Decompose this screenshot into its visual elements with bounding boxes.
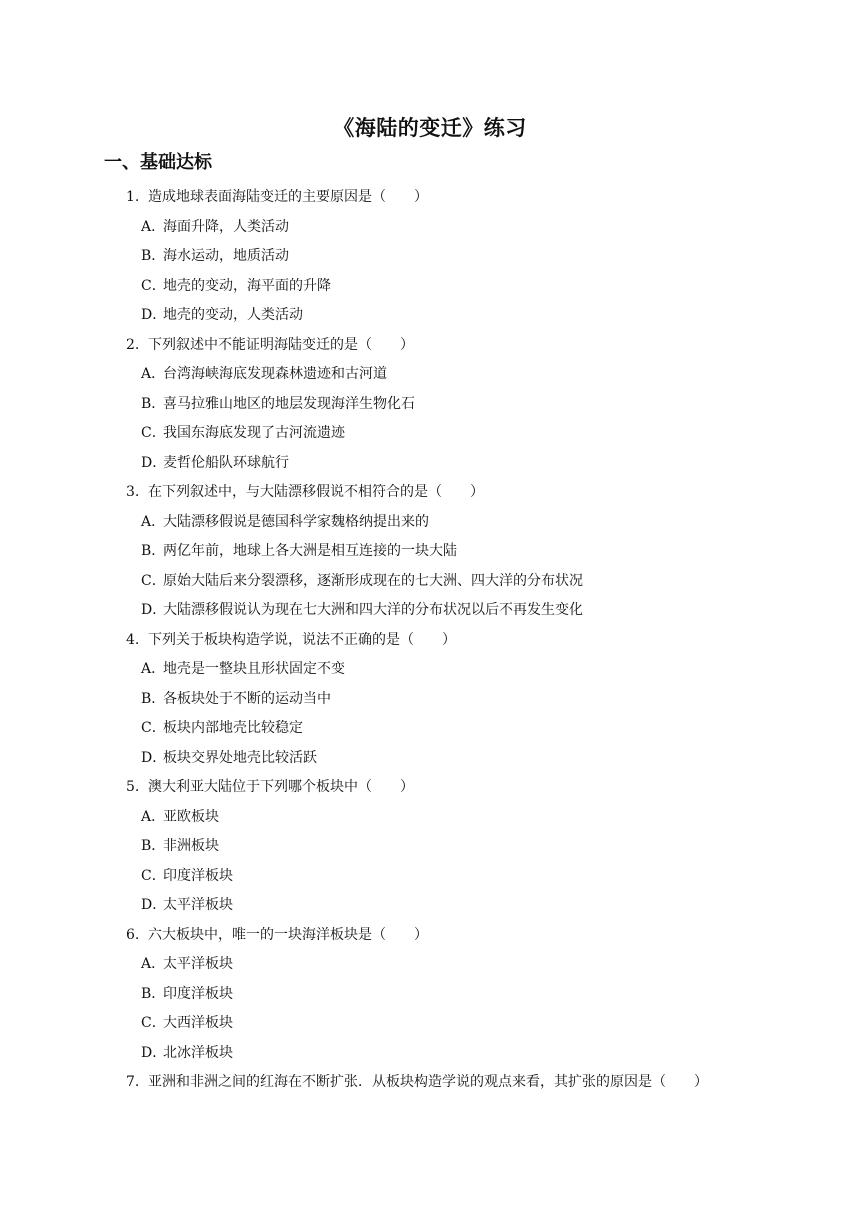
answer-option [0, 832, 860, 862]
question-number: 4. [126, 631, 140, 648]
option-text: 非洲板块 [163, 838, 219, 854]
option-letter: B． [141, 543, 166, 559]
option-text: 亚欧板块 [163, 808, 219, 825]
answer-option [0, 803, 860, 833]
answer-option [0, 980, 860, 1010]
question-number: 2. [126, 336, 140, 353]
answer-option [0, 655, 860, 685]
option-letter: B． [141, 838, 166, 854]
answer-option [0, 596, 860, 626]
option-text: 各板块处于不断的运动当中 [163, 690, 331, 707]
answer-option [0, 1039, 860, 1069]
question-number: 1. [126, 189, 140, 205]
option-letter: A． [141, 956, 166, 972]
question-4 [0, 626, 860, 656]
section-heading: 一、基础达标 [104, 152, 212, 173]
option-text: 太平洋板块 [163, 897, 233, 913]
option-letter: A． [141, 808, 166, 825]
question-stem: 下列关于板块构造学说，说法不正确的是（ ） [148, 631, 456, 648]
answer-option [0, 891, 860, 921]
option-text: 海水运动，地质活动 [163, 248, 289, 264]
option-text: 大西洋板块 [163, 1015, 233, 1031]
question-2 [0, 331, 860, 361]
answer-option [0, 242, 860, 272]
option-text: 麦哲伦船队环球航行 [163, 454, 289, 471]
option-text: 地壳的变动，海平面的升降 [163, 277, 331, 294]
option-letter: C． [141, 1015, 166, 1031]
answer-option [0, 862, 860, 892]
option-letter: C． [141, 720, 166, 736]
option-letter: C． [141, 867, 166, 884]
answer-option [0, 213, 860, 243]
question-number: 5. [126, 779, 140, 795]
option-letter: B． [141, 248, 166, 264]
option-letter: B． [141, 690, 166, 707]
option-text: 大陆漂移假说认为现在七大洲和四大洋的分布状况以后不再发生变化 [163, 602, 583, 618]
option-text: 地壳是一整块且形状固定不变 [163, 661, 345, 677]
option-text: 地壳的变动，人类活动 [163, 307, 303, 323]
answer-option [0, 301, 860, 331]
option-letter: B． [141, 395, 166, 412]
answer-option [0, 508, 860, 538]
question-stem: 下列叙述中不能证明海陆变迁的是（ ） [148, 336, 414, 353]
option-letter: A． [141, 218, 166, 235]
question-list [0, 183, 860, 1098]
question-stem: 六大板块中，唯一的一块海洋板块是（ ） [148, 926, 428, 943]
question-stem: 在下列叙述中，与大陆漂移假说不相符合的是（ ） [148, 484, 484, 500]
option-letter: C． [141, 425, 166, 441]
option-letter: D． [141, 307, 167, 323]
option-text: 板块交界处地壳比较活跃 [163, 749, 317, 766]
document-title: 《海陆的变迁》练习 [333, 116, 527, 140]
answer-option [0, 950, 860, 980]
answer-option [0, 567, 860, 597]
option-text: 太平洋板块 [163, 956, 233, 972]
option-letter: C． [141, 277, 166, 294]
option-letter: A． [141, 513, 166, 530]
option-text: 大陆漂移假说是德国科学家魏格纳提出来的 [163, 513, 429, 530]
question-6 [0, 921, 860, 951]
option-text: 台湾海峡海底发现森林遗迹和古河道 [163, 366, 387, 382]
option-letter: D． [141, 897, 167, 913]
question-number: 7. [126, 1074, 140, 1090]
answer-option [0, 1009, 860, 1039]
question-stem: 亚洲和非洲之间的红海在不断扩张．从板块构造学说的观点来看，其扩张的原因是（ ） [148, 1074, 708, 1090]
answer-option [0, 272, 860, 302]
option-text: 喜马拉雅山地区的地层发现海洋生物化石 [163, 395, 415, 412]
answer-option [0, 449, 860, 479]
answer-option [0, 419, 860, 449]
option-text: 北冰洋板块 [163, 1044, 233, 1061]
question-1 [0, 183, 860, 213]
question-number: 6. [126, 926, 140, 943]
option-text: 印度洋板块 [163, 867, 233, 884]
answer-option [0, 685, 860, 715]
answer-option [0, 537, 860, 567]
option-letter: A． [141, 366, 166, 382]
option-text: 板块内部地壳比较稳定 [163, 720, 303, 736]
option-letter: A． [141, 661, 166, 677]
option-text: 两亿年前，地球上各大洲是相互连接的一块大陆 [163, 543, 457, 559]
option-letter: D． [141, 1044, 167, 1061]
answer-option [0, 390, 860, 420]
question-stem: 澳大利亚大陆位于下列哪个板块中（ ） [148, 779, 414, 795]
option-letter: D． [141, 749, 167, 766]
option-text: 我国东海底发现了古河流遗迹 [163, 425, 345, 441]
option-text: 海面升降，人类活动 [163, 218, 289, 235]
answer-option [0, 744, 860, 774]
question-5 [0, 773, 860, 803]
option-text: 原始大陆后来分裂漂移，逐渐形成现在的七大洲、四大洋的分布状况 [163, 572, 583, 589]
option-letter: D． [141, 602, 167, 618]
option-letter: C． [141, 572, 166, 589]
question-7 [0, 1068, 860, 1098]
option-text: 印度洋板块 [163, 985, 233, 1002]
answer-option [0, 360, 860, 390]
question-stem: 造成地球表面海陆变迁的主要原因是（ ） [148, 189, 428, 205]
option-letter: B． [141, 985, 166, 1002]
question-number: 3. [126, 484, 140, 500]
option-letter: D． [141, 454, 167, 471]
question-3 [0, 478, 860, 508]
answer-option [0, 714, 860, 744]
